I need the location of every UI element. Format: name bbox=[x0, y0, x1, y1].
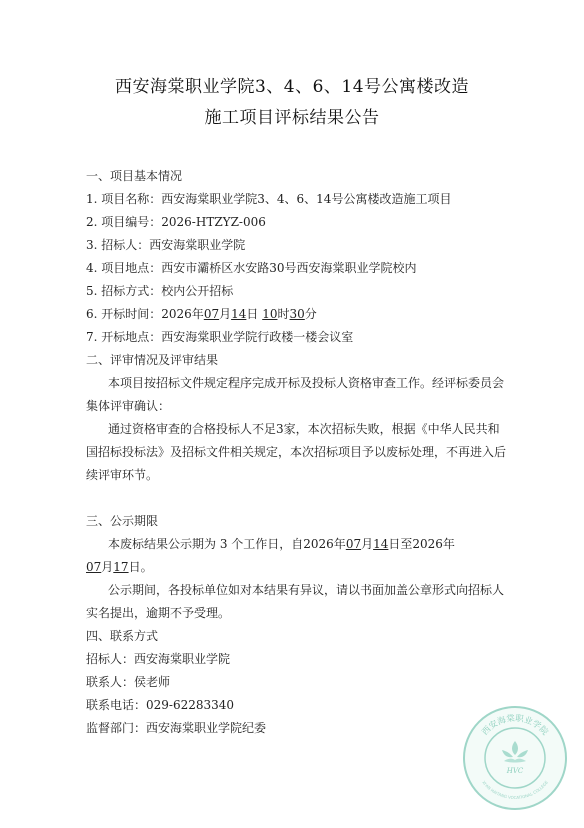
end-month: 07 bbox=[86, 560, 102, 574]
item-bid-method: 5. 招标方式：校内公开招标 bbox=[86, 284, 234, 298]
section-3-heading: 三、公示期限 bbox=[86, 514, 159, 528]
notice-period-line-2 bbox=[86, 558, 153, 575]
end-day: 17 bbox=[113, 560, 129, 574]
bid-time-prefix: 6. 开标时间：2026年 bbox=[86, 307, 204, 321]
notice-period-text-e: 日。 bbox=[128, 560, 153, 574]
item-project-number: 2. 项目编号：2026-HTZYZ-006 bbox=[86, 215, 266, 229]
review-paragraph-2-line-3: 续评审环节。 bbox=[86, 468, 159, 482]
hour-label: 时 bbox=[277, 307, 290, 321]
minute-label: 分 bbox=[304, 307, 317, 321]
review-paragraph-1-line-1: 本项目按招标文件规定程序完成开标及投标人资格审查工作。经评标委员会 bbox=[108, 376, 505, 390]
bid-hour: 10 bbox=[262, 307, 278, 321]
title-line-1: 西安海棠职业学院3、4、6、14号公寓楼改造 bbox=[114, 77, 470, 97]
item-bid-place: 7. 开标地点：西安海棠职业学院行政楼一楼会议室 bbox=[86, 330, 354, 344]
section-2-heading: 二、评审情况及评审结果 bbox=[86, 353, 219, 367]
item-tenderer: 3. 招标人：西安海棠职业学院 bbox=[86, 238, 246, 252]
supervision-department: 监督部门：西安海棠职业学院纪委 bbox=[86, 721, 267, 735]
notice-period-text-d: 月 bbox=[101, 560, 114, 574]
contact-tenderer: 招标人：西安海棠职业学院 bbox=[86, 652, 231, 666]
contact-phone: 联系电话：029-62283340 bbox=[86, 698, 235, 712]
bid-day: 14 bbox=[231, 307, 247, 321]
objection-line-2: 实名提出，逾期不予受理。 bbox=[86, 606, 231, 620]
start-day: 14 bbox=[373, 537, 389, 551]
objection-line-1: 公示期间，各投标单位如对本结果有异议，请以书面加盖公章形式向招标人 bbox=[108, 583, 505, 597]
item-bid-time bbox=[86, 305, 317, 322]
seal-center-text: HVC bbox=[506, 767, 524, 775]
review-paragraph-2-line-2: 国招标投标法》及招标文件相关规定，本次招标项目予以废标处理，不再进入后 bbox=[86, 445, 507, 459]
seal-bottom-text: XI'AN HAITANG VOCATIONAL COLLEGE bbox=[481, 779, 549, 801]
seal-top-text: 西安海棠职业学院 bbox=[480, 713, 550, 738]
item-project-location: 4. 项目地点：西安市灞桥区水安路30号西安海棠职业学院校内 bbox=[86, 261, 417, 275]
bid-month: 07 bbox=[203, 307, 220, 321]
bid-minute: 30 bbox=[289, 307, 305, 321]
day-label: 日 bbox=[246, 307, 263, 321]
notice-period-line-1 bbox=[108, 535, 455, 552]
review-paragraph-1-line-2: 集体评审确认： bbox=[86, 399, 171, 413]
title-line-2: 施工项目评标结果公告 bbox=[204, 108, 380, 128]
notice-period-text-b: 月 bbox=[361, 537, 374, 551]
start-month: 07 bbox=[345, 537, 362, 551]
month-label: 月 bbox=[219, 307, 232, 321]
school-seal-logo bbox=[462, 705, 568, 811]
review-paragraph-2-line-1: 通过资格审查的合格投标人不足3家，本次招标失败，根据《中华人民共和 bbox=[108, 422, 500, 436]
notice-period-text-c: 日至2026年 bbox=[388, 537, 455, 551]
section-1-heading: 一、项目基本情况 bbox=[86, 169, 183, 183]
contact-person: 联系人：侯老师 bbox=[86, 675, 171, 689]
section-4-heading: 四、联系方式 bbox=[86, 629, 159, 643]
notice-period-text-a: 本废标结果公示期为 3 个工作日，自2026年 bbox=[108, 537, 346, 551]
item-project-name: 1. 项目名称：西安海棠职业学院3、4、6、14号公寓楼改造施工项目 bbox=[86, 192, 452, 206]
